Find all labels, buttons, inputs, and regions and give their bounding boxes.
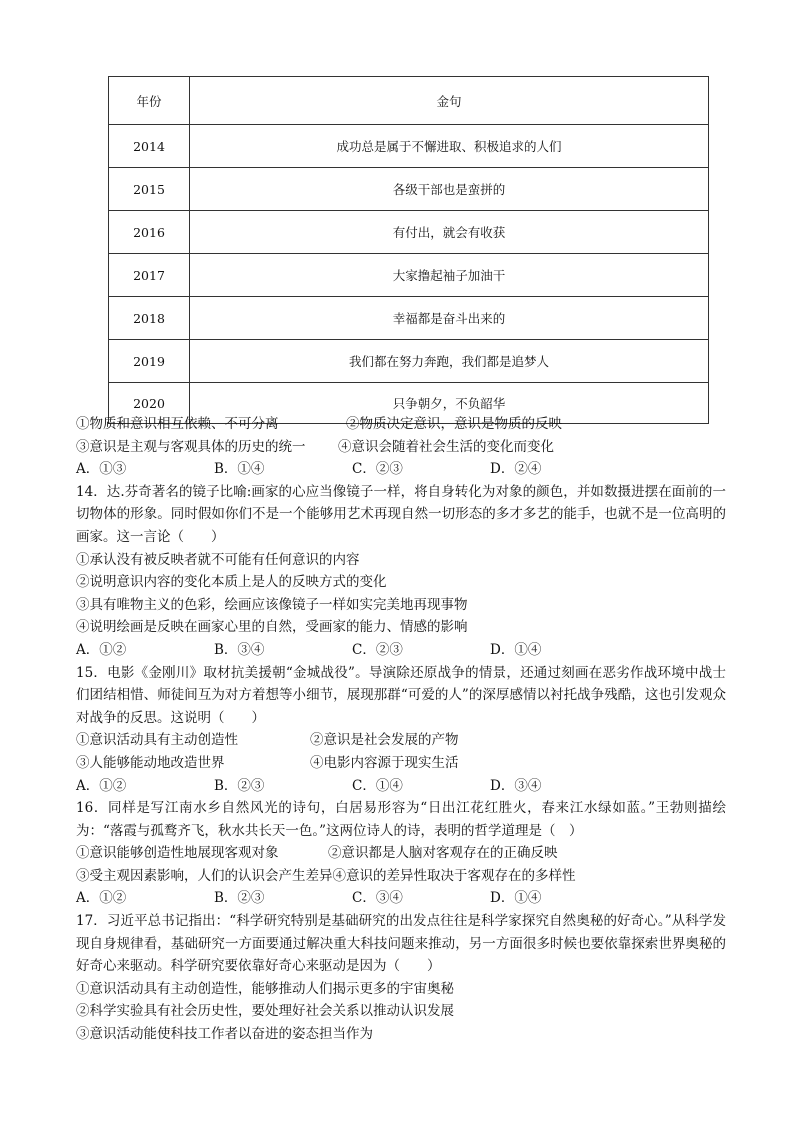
row-quote: 有付出，就会有收获: [190, 211, 709, 254]
table-row: [109, 254, 709, 297]
q14-option-d[interactable]: D．①④: [490, 641, 542, 658]
q13-option-a[interactable]: A．①③: [76, 461, 127, 478]
row-quote: 成功总是属于不懈进取、积极追求的人们: [190, 125, 709, 168]
q16-option-c[interactable]: C．③④: [352, 890, 403, 907]
table-row: [109, 211, 709, 254]
q13-item-4: ④意识会随着社会生活的变化而变化: [338, 438, 554, 455]
q13-option-b[interactable]: B．①④: [214, 461, 265, 478]
q16-item-3: ③受主观因素影响，人们的认识会产生差异: [76, 867, 333, 884]
header-quote: 金句: [190, 77, 709, 125]
q16-stem: 16．同样是写江南水乡自然风光的诗句，白居易形容为“日出江花红胜火，春来江水绿如蓝。”王勃则描绘为：“落霞与孤鹜齐飞，秋水共长天一色。”这两位诗人的诗，表明的哲学道理是（ ）: [76, 800, 726, 839]
q16-options: [76, 887, 726, 910]
q14-item-3: ③具有唯物主义的色彩，绘画应该像镜子一样如实完美地再现事物: [76, 596, 468, 613]
q13-options: [76, 458, 726, 481]
q15-items-row-1: [76, 729, 726, 752]
row-year: 2016: [109, 211, 190, 254]
row-year: 2018: [109, 297, 190, 340]
q16-items-row-1: [76, 842, 726, 865]
q13-option-c[interactable]: C．②③: [352, 461, 403, 478]
q13-option-d[interactable]: D．②④: [490, 461, 542, 478]
q15-item-2: ②意识是社会发展的产物: [310, 732, 459, 749]
q14-item-4: ④说明绘画是反映在画家心里的自然，受画家的能力、情感的影响: [76, 619, 468, 636]
q16-item-2: ②意识都是人脑对客观存在的正确反映: [328, 845, 558, 862]
q15-items-row-2: [76, 752, 726, 775]
table-row: [109, 340, 709, 383]
row-year: 2014: [109, 125, 190, 168]
row-quote: 我们都在努力奔跑，我们都是追梦人: [190, 340, 709, 383]
table-row: [109, 168, 709, 211]
q16-item-4: ④意识的差异性取决于客观存在的多样性: [332, 867, 576, 884]
row-year: 2017: [109, 254, 190, 297]
q14-stem: 14．达.芬奇著名的镜子比喻:画家的心应当像镜子一样，将自身转化为对象的颜色，并如数摄进摆在面前的一切物体的形象。同时假如你们不是一个能够用艺术再现自然一切形态的多才多艺的能手，也就不是一位高明的画家。这一言论（ ）: [76, 483, 726, 545]
q17-item-3: ③意识活动能使科技工作者以奋进的姿态担当作为: [76, 1026, 373, 1043]
q14-item-2: ②说明意识内容的变化本质上是人的反映方式的变化: [76, 574, 387, 591]
q16-option-d[interactable]: D．①④: [490, 890, 542, 907]
q15-options: [76, 775, 726, 798]
q15-option-b[interactable]: B．②③: [214, 777, 265, 794]
q17-item-1: ①意识活动具有主动创造性，能够推动人们揭示更多的宇宙奥秘: [76, 980, 454, 997]
table-header-row: [109, 77, 709, 125]
q13-items-row-2: [76, 436, 726, 459]
q14-option-c[interactable]: C．②③: [352, 641, 403, 658]
q13-items-row-1: [76, 413, 726, 436]
q15-stem: 15．电影《金刚川》取材抗美援朝“金城战役”。导演除还原战争的情景，还通过刻画在恶劣作战环境中战士们团结相惜、师徒间互为对方着想等小细节，展现那群“可爱的人”的深厚感情以衬托战争残酷，这也引发观众对战争的反思。这说明（ ）: [76, 664, 726, 726]
table-row: [109, 297, 709, 340]
header-year: 年份: [109, 77, 190, 125]
row-year: 2019: [109, 340, 190, 383]
question-content: [76, 413, 726, 1046]
q17-stem: 17．习近平总书记指出：“科学研究特别是基础研究的出发点往往是科学家探究自然奥秘的好奇心。”从科学发现自身规律看，基础研究一方面要通过解决重大科技问题来推动，另一方面很多时候也要依靠探索世界奥秘的好奇心来驱动。科学研究要依靠好奇心来驱动是因为（ ）: [76, 913, 726, 975]
q15-item-4: ④电影内容源于现实生活: [310, 754, 459, 771]
row-quote: 幸福都是奋斗出来的: [190, 297, 709, 340]
row-quote: 大家撸起袖子加油干: [190, 254, 709, 297]
q13-item-1: ①物质和意识相互依赖、不可分离: [76, 416, 279, 432]
q16-item-1: ①意识能够创造性地展现客观对象: [76, 845, 279, 862]
q16-option-b[interactable]: B．②③: [214, 890, 265, 907]
table-row: [109, 125, 709, 168]
q13-item-3: ③意识是主观与客观具体的历史的统一: [76, 438, 306, 455]
q16-option-a[interactable]: A．①②: [76, 890, 127, 907]
q15-option-a[interactable]: A．①②: [76, 777, 127, 794]
q14-option-a[interactable]: A．①②: [76, 641, 127, 658]
q14-options: [76, 639, 726, 662]
row-quote: 只争朝夕，不负韶华: [190, 383, 709, 424]
q15-item-3: ③人能够能动地改造世界: [76, 754, 225, 771]
q14-item-1: ①承认没有被反映者就不可能有任何意识的内容: [76, 551, 360, 568]
q13-item-2: ②物质决定意识，意识是物质的反映: [346, 416, 562, 432]
q15-option-d[interactable]: D．③④: [490, 777, 542, 794]
row-year: 2015: [109, 168, 190, 211]
q14-option-b[interactable]: B．③④: [214, 641, 265, 658]
row-year: 2020: [109, 383, 190, 424]
q15-option-c[interactable]: C．①④: [352, 777, 403, 794]
q17-item-2: ②科学实验具有社会历史性，要处理好社会关系以推动认识发展: [76, 1003, 454, 1020]
q15-item-1: ①意识活动具有主动创造性: [76, 732, 238, 749]
row-quote: 各级干部也是蛮拼的: [190, 168, 709, 211]
q16-items-row-2: [76, 865, 726, 888]
golden-quotes-table: [108, 76, 709, 424]
